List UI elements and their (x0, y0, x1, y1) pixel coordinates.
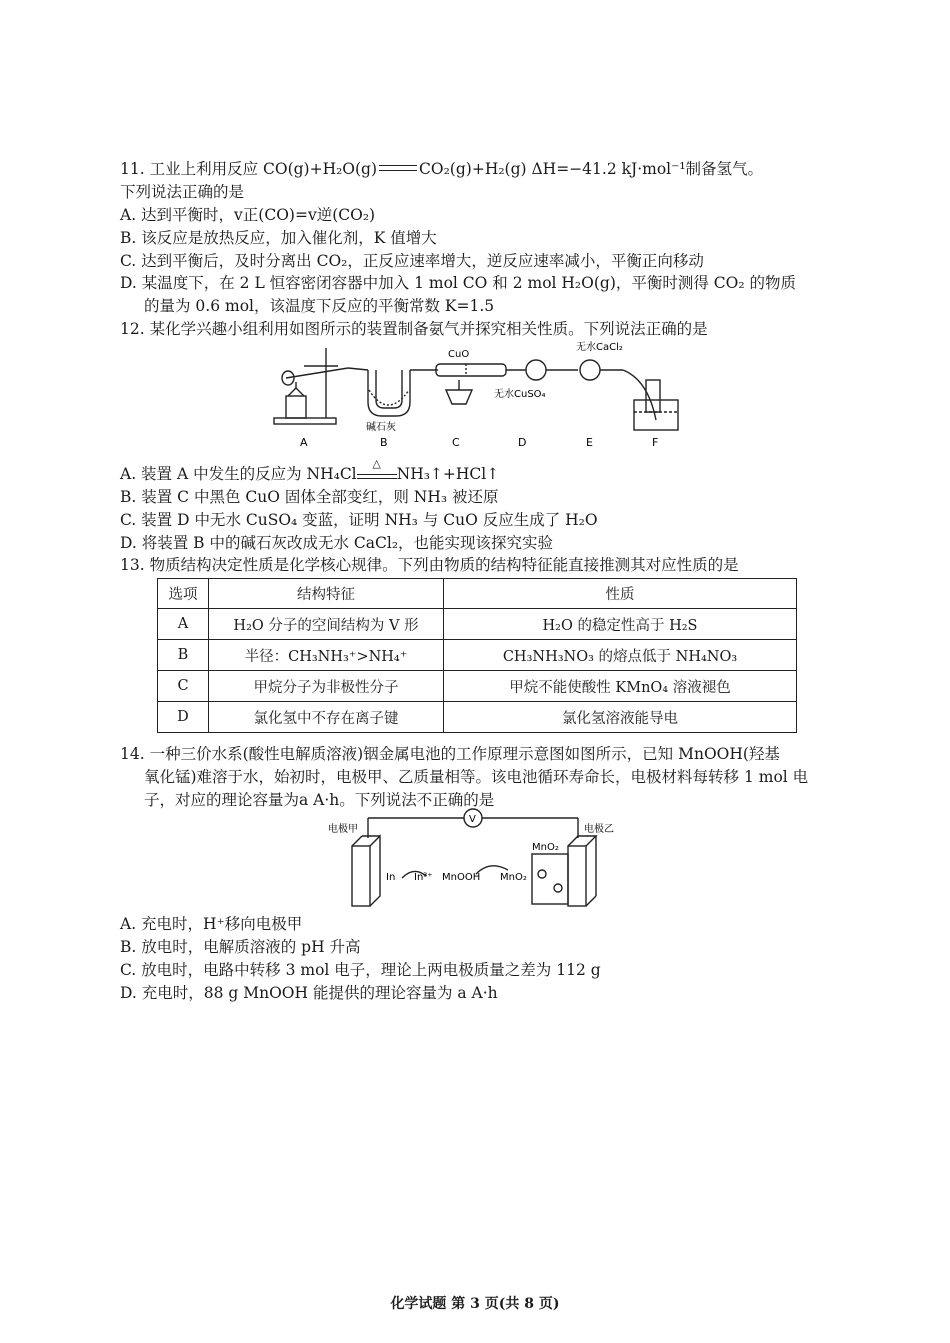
heat-arrow-icon (357, 457, 397, 479)
heat-symbol: △ (372, 457, 381, 470)
electrode-b-plate (568, 846, 586, 906)
label-cuso4: 无水CuSO₄ (494, 389, 546, 400)
q12-option-a-suffix: NH₃↑+HCl↑ (396, 465, 500, 483)
table-cell: B (158, 640, 209, 671)
q11-option-d-line2: 的量为 0.6 mol，该温度下反应的平衡常数 K=1.5 (144, 297, 495, 315)
q12-option-a-prefix: A. 装置 A 中发生的反应为 NH₄Cl (120, 465, 357, 483)
label-letter-a: A (300, 436, 308, 449)
ammonia-apparatus-diagram (268, 340, 688, 460)
q13-table (157, 578, 797, 733)
label-letter-c: C (452, 436, 460, 449)
q12-option-c: C. 装置 D 中无水 CuSO₄ 变蓝，证明 NH₃ 与 CuO 反应生成了 H₂O (120, 511, 598, 529)
apparatus-b (368, 370, 438, 416)
table-header-row (158, 579, 797, 609)
table-cell: 氯化氢中不存在离子键 (209, 702, 444, 733)
label-letter-b: B (380, 436, 388, 449)
q11-option-c: C. 达到平衡后，及时分离出 CO₂，正反应速率增大，逆反应速率减小，平衡正向移动 (120, 252, 704, 270)
q11-stem-line1 (120, 158, 763, 180)
q14-stem-line3: 子，对应的理论容量为a A·h。下列说法不正确的是 (144, 791, 495, 809)
table-row (158, 702, 797, 733)
table-cell: 甲烷不能使酸性 KMnO₄ 溶液褪色 (444, 671, 797, 702)
q14-option-c: C. 放电时，电路中转移 3 mol 电子，理论上两电极质量之差为 112 g (120, 961, 601, 979)
q12-stem: 12. 某化学兴趣小组利用如图所示的装置制备氨气并探究相关性质。下列说法正确的是 (120, 320, 708, 338)
table-cell: 半径：CH₃NH₃⁺>NH₄⁺ (209, 640, 444, 671)
label-in3: In³⁺ (414, 872, 433, 883)
battery-diagram (322, 808, 622, 912)
q14-option-d: D. 充电时，88 g MnOOH 能提供的理论容量为 a A·h (120, 984, 498, 1002)
label-soda-lime: 碱石灰 (366, 422, 396, 433)
table-cell: A (158, 609, 209, 640)
table-header-option: 选项 (158, 579, 209, 609)
q12-option-d: D. 将装置 B 中的碱石灰改成无水 CaCl₂，也能实现该探究实验 (120, 534, 554, 552)
table-cell: CH₃NH₃NO₃ 的熔点低于 NH₄NO₃ (444, 640, 797, 671)
label-cuo: CuO (448, 349, 470, 360)
label-cacl2: 无水CaCl₂ (576, 342, 623, 353)
table-cell: 甲烷分子为非极性分子 (209, 671, 444, 702)
q14-option-a: A. 充电时，H⁺移向电极甲 (120, 915, 303, 933)
table-cell: H₂O 分子的空间结构为 V 形 (209, 609, 444, 640)
q11-stem-suffix: CO₂(g)+H₂(g) ΔH=−41.2 kJ·mol⁻¹制备氢气。 (419, 160, 764, 178)
label-letter-f: F (652, 436, 659, 449)
electrode-a-label: 电极甲 (328, 824, 358, 835)
q13-stem: 13. 物质结构决定性质是化学核心规律。下列由物质的结构特征能直接推测其对应性质的是 (120, 556, 739, 574)
q11-option-a: A. 达到平衡时，v正(CO)=v逆(CO₂) (120, 206, 376, 224)
label-mnooh: MnOOH (442, 872, 481, 883)
table-cell: 氯化氢溶液能导电 (444, 702, 797, 733)
label-letter-e: E (586, 436, 593, 449)
q14-stem-line1: 14. 一种三价水系(酸性电解质溶液)铟金属电池的工作原理示意图如图所示，已知 MnOOH(羟基 (120, 745, 780, 763)
table-header-structure: 结构特征 (209, 579, 444, 609)
electrode-b-label: 电极乙 (584, 824, 614, 835)
q11-option-b: B. 该反应是放热反应，加入催化剂，K 值增大 (120, 229, 437, 247)
q12-option-b: B. 装置 C 中黑色 CuO 固体全部变红，则 NH₃ 被还原 (120, 488, 499, 506)
q11-stem-prefix: 11. 工业上利用反应 CO(g)+H₂O(g) (120, 160, 378, 178)
label-in: In (386, 872, 396, 883)
apparatus-d (526, 360, 578, 380)
voltmeter-label: V (469, 814, 476, 825)
table-header-property: 性质 (444, 579, 797, 609)
label-letter-d: D (518, 436, 527, 449)
apparatus-a (274, 348, 348, 424)
q11-option-d-line1: D. 某温度下，在 2 L 恒容密闭容器中加入 1 mol CO 和 2 mol H₂O(g)，平衡时测得 CO₂ 的物质 (120, 274, 797, 292)
label-mno2-near: MnO₂ (500, 872, 527, 883)
label-mno2-top: MnO₂ (532, 842, 559, 853)
q11-stem-line2: 下列说法正确的是 (120, 183, 245, 201)
apparatus-f (634, 380, 678, 430)
table-row (158, 609, 797, 640)
q12-option-a (120, 457, 500, 485)
table-row (158, 671, 797, 702)
page-footer: 化学试题 第 3 页(共 8 页) (390, 1296, 560, 1312)
electrode-a-side (370, 836, 380, 906)
apparatus-e (580, 360, 656, 420)
table-cell: D (158, 702, 209, 733)
table-cell: C (158, 671, 209, 702)
electrode-a-plate (352, 846, 370, 906)
q14-option-b: B. 放电时，电解质溶液的 pH 升高 (120, 938, 361, 956)
equilibrium-arrow-icon (379, 164, 417, 172)
table-row (158, 640, 797, 671)
q14-stem-line2: 氧化锰)难溶于水，始初时，电极甲、乙质量相等。该电池循环寿命长，电极材料每转移 1 mol 电 (144, 768, 809, 786)
table-cell: H₂O 的稳定性高于 H₂S (444, 609, 797, 640)
